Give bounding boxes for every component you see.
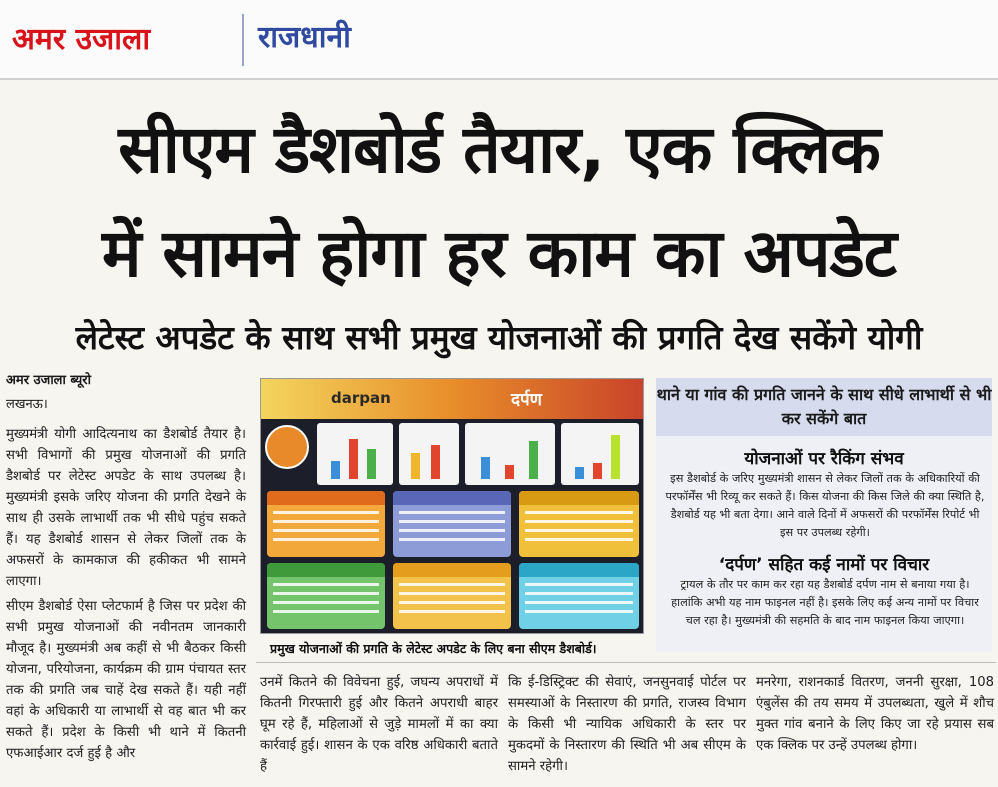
article-column-2: उनमें कितने की विवेचना हुई, जघन्य अपराधों में कितनी गिरफ्तारी हुई और कितने अपराधी बाहर घूम रहे हैं, महिलाओं से जुड़े मामलों में का क्या कार्रवाई हुई। शासन के एक वरिष्ठ अधिकारी बताते हैं <box>260 675 498 774</box>
chart-bar <box>593 463 602 479</box>
dashboard-card <box>519 491 639 557</box>
chart-bar <box>331 461 340 479</box>
dashboard-title-latin: darpan <box>331 389 391 407</box>
article-column-4: मनरेगा, राशनकार्ड वितरण, जननी सुरक्षा, 108 एंबुलेंस की तय समय में उपलब्धता, खुले में शौच मुक्त गांव बनाने के लिए किए जा रहे प्रयास सब एक क्लिक पर उन्हें उपलब्ध होगा। <box>756 675 994 753</box>
article-paragraph: मुख्यमंत्री योगी आदित्यनाथ का डैशबोर्ड तैयार है। सभी विभागों की प्रमुख योजनाओं की प्रगति डैशबोर्ड पर लेटेस्ट अपडेट के साथ उपलब्ध है। मुख्यमंत्री इसके जरिए योजना की प्रगति देखने के साथ ही उसके लाभार्थी तक भी सीधे पहुंच सकते हैं। यह डैशबोर्ड शासन से लेकर जिलों तक के अफसरों के कामकाज की हकीकत भी सामने लाएगा। <box>6 427 246 589</box>
dateline: लखनऊ। <box>6 397 48 412</box>
chart-bar <box>367 449 376 479</box>
subheadline: लेटेस्ट अपडेट के साथ सभी प्रमुख योजनाओं की प्रगति देख सकेंगे योगी <box>75 318 923 357</box>
dashboard-chart-panel <box>399 423 459 485</box>
dashboard-chart-panel <box>561 423 639 485</box>
sidebar-heading-1: योजनाओं पर रैकिंग संभव <box>744 449 904 469</box>
dashboard-photo <box>260 378 644 634</box>
dashboard-chart-panel <box>465 423 555 485</box>
masthead <box>0 0 998 80</box>
byline: अमर उजाला ब्यूरो <box>6 373 91 388</box>
dashboard-card <box>393 563 511 629</box>
headline <box>0 98 998 306</box>
sidebar-heading-2: ‘दर्पण’ सहित कई नामों पर विचार <box>718 555 930 575</box>
dashboard-card <box>267 563 385 629</box>
dashboard-card <box>267 491 385 557</box>
chart-bar <box>481 457 490 479</box>
photo-caption: प्रमुख योजनाओं की प्रगति के लेटेस्ट अपडेट के लिए बना सीएम डैशबोर्ड। <box>270 641 597 656</box>
section-title: राजधानी <box>258 20 351 55</box>
newspaper-logo: अमर उजाला <box>12 22 151 57</box>
masthead-divider <box>242 14 244 66</box>
chart-bar <box>411 453 420 479</box>
chart-bar <box>505 465 514 479</box>
dashboard-chart-panel <box>317 423 393 485</box>
sidebar-band: थाने या गांव की प्रगति जानने के साथ सीधे लाभार्थी से भी कर सकेंगे बात <box>656 378 992 436</box>
dashboard-header-bar <box>261 379 644 419</box>
chart-bar <box>349 439 358 479</box>
chart-bar <box>529 441 538 479</box>
article-column-3: कि ई-डिस्ट्रिक्ट की सेवाएं, जनसुनवाई पोर्टल पर समस्याओं के निस्तारण की प्रगति, राजस्व विभाग के किसी भी न्यायिक अधिकारी के स्तर पर मुकदमों के निस्तारण की स्थिति भी अब सीएम के सामने रहेगी। <box>508 675 746 774</box>
headline-line-1: सीएम डैशबोर्ड तैयार, एक क्लिक <box>118 111 880 188</box>
sidebar-text-2: ट्रायल के तौर पर काम कर रहा यह डैशबोर्ड दर्पण नाम से बनाया गया है। हालांकि अभी यह नाम फाइनल नहीं है। इसके लिए कई अन्य नामों पर विचार चल रहा है। मुख्यमंत्री की सहमति के बाद नाम फाइनल किया जाएगा। <box>671 578 979 627</box>
dashboard-title-hindi: दर्पण <box>511 390 542 410</box>
chart-bar <box>611 435 620 479</box>
sidebar-text-1: इस डैशबोर्ड के जरिए मुख्यमंत्री शासन से लेकर जिलों तक के अधिकारियों की परफॉर्मेंस भी रिव्यू कर सकते हैं। किस योजना की किस जिले की क्या स्थिति है, डैशबोर्ड यह भी बता देगा। आने वाले दिनों में अफसरों की परफॉर्मेंस रिपोर्ट भी इस पर उपलब्ध रहेगी। <box>665 472 985 539</box>
cm-portrait-image <box>265 425 309 469</box>
headline-line-2: में सामने होगा हर काम का अपडेट <box>101 215 897 292</box>
dashboard-card <box>393 491 511 557</box>
column-rule <box>256 662 996 663</box>
article-column-1 <box>6 424 246 768</box>
dashboard-card <box>519 563 639 629</box>
sidebar-box <box>656 378 992 652</box>
article-paragraph: सीएम डैशबोर्ड ऐसा प्लेटफार्म है जिस पर प्रदेश की सभी प्रमुख योजनाओं की नवीनतम जानकारी मौजूद है। मुख्यमंत्री अब कहीं से भी बैठकर किसी योजना, परियोजना, कार्यक्रम की ग्राम पंचायत स्तर तक की प्रगति जब चाहें देख सकते हैं। यही नहीं वहां के अधिकारी या लाभार्थी से वह बात भी कर सकते हैं। प्रदेश के किसी भी थाने में कितनी एफआईआर दर्ज हुई है और <box>6 599 246 761</box>
chart-bar <box>431 445 440 479</box>
chart-bar <box>575 467 584 479</box>
